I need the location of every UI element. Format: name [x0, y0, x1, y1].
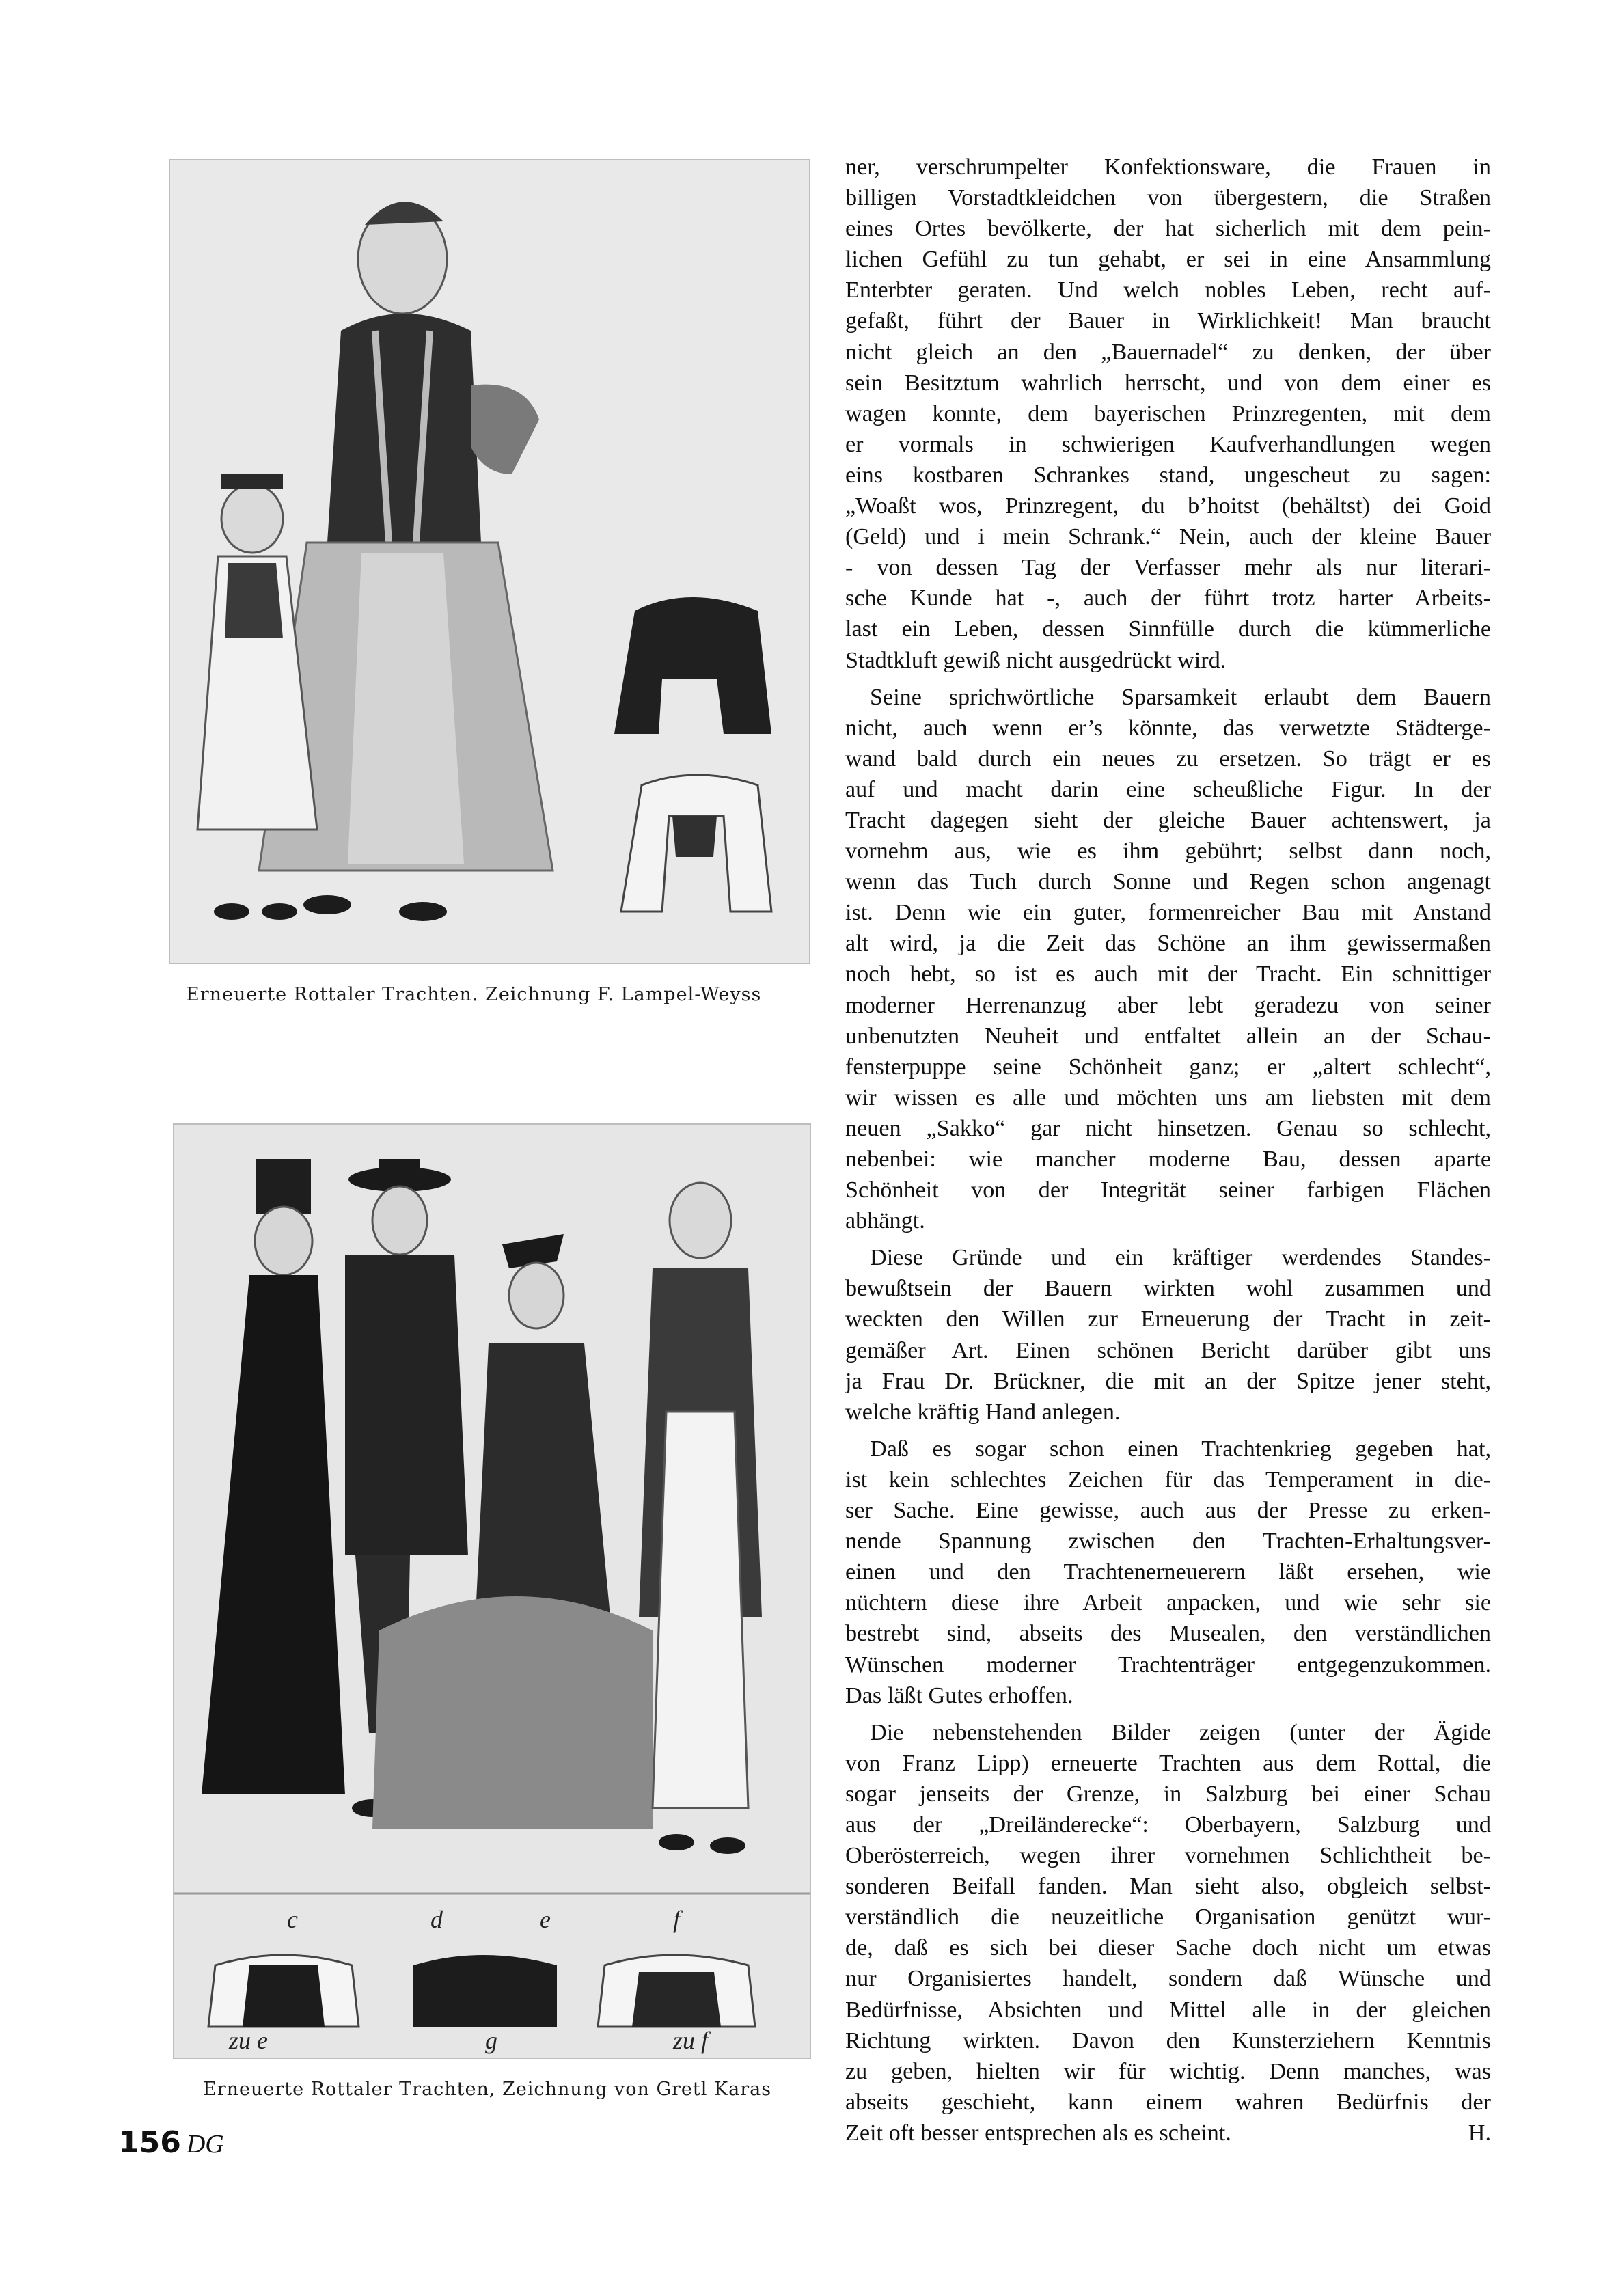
text-line: ja Frau Dr. Brückner, die mit an der Spitze jener steht, [845, 1368, 1491, 1394]
label-d: d [430, 1906, 443, 1933]
text-line: nüchtern diese ihre Arbeit anpacken, und wie sehr sie [845, 1590, 1491, 1616]
text-line: ser Sache. Eine gewisse, auch aus der Presse zu erken- [845, 1498, 1491, 1524]
text-line: nebenbei: wie mancher moderne Bau, dessen aparte [845, 1147, 1491, 1172]
text-line: Enterbter geraten. Und welch nobles Leben, recht auf- [845, 277, 1491, 303]
text-line: ist kein schlechtes Zeichen für das Temperament in die- [845, 1466, 1491, 1492]
text-line: er vormals in schwierigen Kaufverhandlungen wegen [845, 431, 1491, 457]
text-line: Diese Gründe und ein kräftiger werdendes Standes- [870, 1245, 1491, 1271]
text-line: auf und macht darin eine scheußliche Figur. In der [845, 776, 1491, 802]
text-line: wagen konnte, dem bayerischen Prinzregenten, mit dem [845, 400, 1491, 426]
text-line: sche Kunde hat -, auch der führt trotz harter Arbeits- [845, 586, 1491, 612]
text-line: Oberösterreich, wegen ihrer vornehmen Schlichtheit be- [845, 1843, 1491, 1869]
text-line: wand bald durch ein neues zu ersetzen. So trägt er es [845, 746, 1491, 771]
text-line: Schönheit von der Integrität seiner farbigen Flächen [845, 1177, 1491, 1203]
text-line: Bedürfnisse, Absichten und Mittel alle in der gleichen [845, 1997, 1491, 2023]
text-line: welche kräftig Hand anlegen. [845, 1399, 1121, 1425]
text-line: Seine sprichwörtliche Sparsamkeit erlaubt dem Bauern [870, 684, 1491, 710]
text-line: weckten den Willen zur Erneuerung der Tracht in zeit- [845, 1307, 1491, 1332]
text-line: ner, verschrumpelter Konfektionsware, die Frauen in [845, 154, 1491, 180]
illustration-gretl-karas [173, 1123, 811, 2059]
text-line: moderner Herrenanzug aber lebt geradezu von seiner [845, 992, 1491, 1018]
label-g: g [485, 2027, 497, 2054]
text-line: wir wissen es alle und möchten uns am liebsten mit dem [845, 1084, 1491, 1110]
text-line: noch hebt, so ist es auch mit der Tracht. Ein schnittiger [845, 961, 1491, 987]
text-line: gemäßer Art. Einen schönen Bericht darüber gibt uns [845, 1337, 1491, 1363]
paragraph [845, 1242, 1491, 1427]
paragraph [845, 1434, 1491, 1711]
text-line: Die nebenstehenden Bilder zeigen (unter der Ägide [870, 1719, 1491, 1745]
page-folio [118, 2125, 224, 2160]
text-line: Wünschen moderner Trachtenträger entgegenzukommen. [845, 1652, 1491, 1678]
label-f: f [673, 1906, 681, 1933]
label-e: e [540, 1906, 551, 1933]
text-line: Daß es sogar schon einen Trachtenkrieg gegeben hat, [870, 1436, 1491, 1462]
text-line: nende Spannung zwischen den Trachten-Erhaltungsver- [845, 1529, 1491, 1555]
text-line: nicht gleich an den „Bauernadel“ zu denken, der über [845, 339, 1491, 365]
text-line: alt wird, ja die Zeit das Schöne an ihm gewissermaßen [845, 931, 1491, 957]
text-line: bestrebt sind, abseits des Musealen, den verständlichen [845, 1621, 1491, 1647]
text-line: aus der „Dreiländerecke“: Oberbayern, Salzburg und [845, 1812, 1491, 1837]
text-line: billigen Vorstadtkleidchen von übergestern, die Straßen [845, 185, 1491, 211]
text-line: Stadtkluft gewiß nicht ausgedrückt wird. [845, 647, 1227, 673]
text-line: sein Besitztum wahrlich herrscht, und von dem einer es [845, 370, 1491, 396]
text-line: abseits geschieht, kann einem wahren Bedürfnis der [845, 2089, 1491, 2115]
text-line: nicht, auch wenn er’s könnte, das verwetzte Städterge- [845, 715, 1491, 741]
text-line: vornehm aus, wie es ihm gebührt; selbst dann noch, [845, 838, 1491, 864]
text-line: lichen Gefühl zu tun gehabt, er sei in eine Ansammlung [845, 247, 1491, 273]
text-line: unbenutzten Neuheit und entfaltet allein an der Schau- [845, 1023, 1491, 1049]
costume-drawing-2 [174, 1125, 810, 2058]
paragraph [845, 1717, 1491, 2148]
text-line: eines Ortes bevölkerte, der hat sicherlich mit dem pein- [845, 216, 1491, 242]
text-line: verständlich die neuzeitliche Organisation genützt wur- [845, 1904, 1491, 1930]
journal-abbreviation: DG [186, 2130, 224, 2159]
page-number: 156 [118, 2125, 181, 2160]
paragraph [845, 682, 1491, 1237]
text-line: last ein Leben, dessen Sinnfülle durch die kümmerliche [845, 616, 1491, 642]
text-line: (Geld) und i mein Schrank.“ Nein, auch der kleine Bauer [845, 524, 1491, 550]
line-text: Zeit oft besser entsprechen als es scheint. [845, 2120, 1231, 2146]
text-line: wenn das Tuch durch Sonne und Regen schon angenagt [845, 869, 1491, 895]
text-line: - von dessen Tag der Verfasser mehr als nur literari- [845, 555, 1491, 581]
text-line: Richtung wirkten. Davon den Kunsterziehern Kenntnis [845, 2027, 1491, 2053]
costume-drawing-1 [170, 160, 809, 963]
text-line: ist. Denn wie ein guter, formenreicher Bau mit Anstand [845, 900, 1491, 926]
author-signature: H. [1468, 2120, 1491, 2146]
text-line: von Franz Lipp) erneuerte Trachten aus dem Rottal, die [845, 1750, 1491, 1776]
text-line: nur Organisiertes handelt, sondern daß Wünsche und [845, 1966, 1491, 1992]
text-line: gefaßt, führt der Bauer in Wirklichkeit! Man braucht [845, 308, 1491, 334]
label-c: c [287, 1906, 298, 1933]
figure-caption: Erneuerte Rottaler Trachten, Zeichnung von Gretl Karas [203, 2079, 772, 2100]
text-line: einen und den Trachtenerneuerern läßt ersehen, wie [845, 1559, 1491, 1585]
article-text-column [845, 152, 1491, 2155]
text-line [845, 2118, 1491, 2148]
text-line: bewußtsein der Bauern wirkten wohl zusammen und [845, 1276, 1491, 1302]
figure-caption: Erneuerte Rottaler Trachten. Zeichnung F. Lampel-Weyss [186, 984, 762, 1005]
label-zu-e: zu e [229, 2027, 268, 2054]
text-line: sonderen Beifall fanden. Man sieht also, obgleich selbst- [845, 1874, 1491, 1900]
text-line: sogar jenseits der Grenze, in Salzburg bei einer Schau [845, 1781, 1491, 1807]
text-line: de, daß es sich bei dieser Sache doch nicht um etwas [845, 1935, 1491, 1961]
text-line: neuen „Sakko“ gar nicht hinsetzen. Genau so schlecht, [845, 1115, 1491, 1141]
text-line: zu geben, hielten wir für wichtig. Denn manches, was [845, 2058, 1491, 2084]
text-line: eins kostbaren Schrankes stand, ungescheut zu sagen: [845, 462, 1491, 488]
text-line: abhängt. [845, 1208, 925, 1234]
text-line: „Woaßt wos, Prinzregent, du b’hoitst (behältst) dei Goid [845, 493, 1491, 519]
label-zu-f: zu f [673, 2027, 709, 2054]
text-line: Tracht dagegen sieht der gleiche Bauer achtenswert, ja [845, 807, 1491, 833]
illustration-lampel-weyss [169, 159, 810, 964]
text-line: fensterpuppe seine Schönheit ganz; er „altert schlecht“, [845, 1054, 1491, 1080]
paragraph [845, 152, 1491, 676]
text-line: Das läßt Gutes erhoffen. [845, 1682, 1073, 1708]
